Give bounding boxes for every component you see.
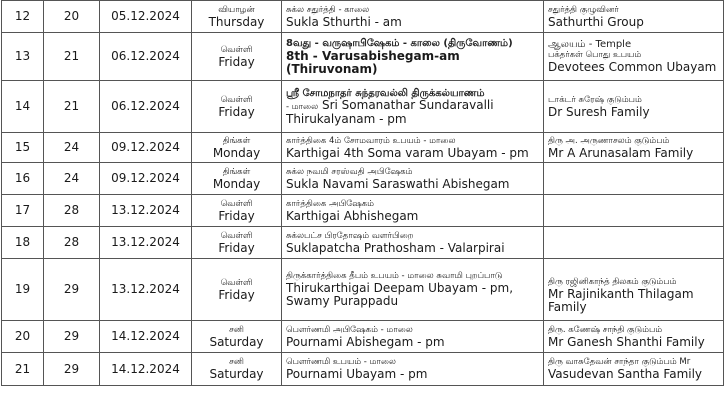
weekday-english: Saturday	[209, 367, 264, 381]
sponsor-cell	[544, 321, 724, 353]
sponsor-cell	[544, 353, 724, 386]
sponsor-tamil: திரு. கணேஷ் சாந்தி குடும்பம்	[548, 324, 663, 335]
event-english: Pournami Ubayam - pm	[286, 367, 428, 381]
event-tamil: கார்த்திகை 4ம் சோமவாரம் உபயம் - மாலை	[286, 135, 456, 146]
table-row	[2, 33, 724, 81]
event-english: Sukla Sthurthi - am	[286, 14, 402, 29]
weekday-english: Friday	[218, 240, 255, 255]
serial-number: 16	[2, 163, 44, 195]
weekday-cell	[192, 321, 282, 353]
sponsor-tamil: டாக்டர் சுரேஷ் குடும்பம்	[548, 94, 642, 105]
event-cell	[282, 195, 544, 227]
event-cell	[282, 133, 544, 163]
serial-number: 21	[2, 353, 44, 386]
event-english-line2: Swamy Purappadu	[286, 294, 399, 308]
event-tamil: கார்த்திகை அபிஷேகம்	[286, 198, 375, 209]
sponsor-english: Devotees Common Ubayam	[548, 60, 717, 74]
event-cell	[282, 1, 544, 33]
serial-number: 19	[2, 259, 44, 321]
sponsor-cell	[544, 163, 724, 195]
weekday-english: Friday	[218, 208, 255, 223]
event-english: 8th - Varusabishegam-am (Thiruvonam)	[286, 48, 460, 76]
sponsor-tamil: திரு வாசுதேவன் சாந்தா குடும்பம் Mr	[548, 357, 691, 367]
event-tamil: பௌர்ணமி உபயம் - மாலை	[286, 357, 396, 367]
event-english: Thirukalyanam - pm	[286, 111, 407, 126]
weekday-tamil: வெள்ளி	[220, 44, 253, 55]
day-number: 28	[44, 227, 100, 259]
event-tamil: ஸ்ரீ சோமநாதர் சுந்தரவல்லி திருக்கல்யாணம்	[286, 87, 485, 99]
weekday-cell	[192, 33, 282, 81]
sponsor-english: Mr Ganesh Shanthi Family	[548, 334, 705, 349]
weekday-tamil: வெள்ளி	[220, 277, 253, 288]
event-english: Sukla Navami Saraswathi Abishegam	[286, 176, 510, 191]
weekday-cell	[192, 353, 282, 386]
weekday-cell	[192, 259, 282, 321]
sponsor-cell	[544, 133, 724, 163]
weekday-tamil: வெள்ளி	[220, 94, 253, 105]
table-row	[2, 133, 724, 163]
event-english: Karthigai Abhishegam	[286, 208, 419, 223]
table-row	[2, 81, 724, 133]
day-number: 29	[44, 321, 100, 353]
sponsor-tamil: திரு ரஜினிகாந்த் திலகம் குடும்பம்	[548, 277, 677, 287]
sponsor-english: Dr Suresh Family	[548, 104, 650, 119]
weekday-cell	[192, 1, 282, 33]
serial-number: 15	[2, 133, 44, 163]
table-row	[2, 259, 724, 321]
sponsor-tamil: சதுர்த்தி குழுவினர்	[548, 4, 619, 15]
sponsor-cell	[544, 227, 724, 259]
day-number: 28	[44, 195, 100, 227]
serial-number: 17	[2, 195, 44, 227]
weekday-english: Monday	[212, 145, 261, 160]
event-tamil: சுக்லபட்ச பிரதோஷம் வளர்பிறை	[286, 230, 414, 241]
serial-number: 13	[2, 33, 44, 81]
event-cell	[282, 353, 544, 386]
sponsor-tamil: பக்தர்கள் பொது உபயம்	[548, 50, 642, 60]
event-english-inline: Sri Somanathar Sundaravalli	[321, 97, 494, 112]
date-cell: 05.12.2024	[100, 1, 192, 33]
event-english: Thirukarthigai Deepam Ubayam - pm,	[286, 281, 514, 295]
weekday-tamil: வெள்ளி	[220, 230, 253, 241]
sponsor-cell	[544, 259, 724, 321]
weekday-english: Monday	[212, 176, 261, 191]
day-number: 21	[44, 33, 100, 81]
event-english: Pournami Abishegam - pm	[286, 334, 445, 349]
table-row	[2, 227, 724, 259]
date-cell: 13.12.2024	[100, 227, 192, 259]
date-cell: 06.12.2024	[100, 81, 192, 133]
event-cell	[282, 33, 544, 81]
event-cell	[282, 321, 544, 353]
weekday-tamil: வியாழன்	[218, 4, 255, 15]
weekday-english: Friday	[218, 54, 255, 69]
event-tamil-suffix: - மாலை	[286, 101, 319, 112]
weekday-tamil: சனி	[229, 324, 244, 335]
weekday-cell	[192, 133, 282, 163]
weekday-cell	[192, 195, 282, 227]
sponsor-english: Sathurthi Group	[548, 14, 644, 29]
serial-number: 18	[2, 227, 44, 259]
weekday-english: Thursday	[208, 14, 265, 29]
sponsor-tamil-line1: ஆலயம் - Temple	[548, 39, 632, 50]
event-cell	[282, 259, 544, 321]
date-cell: 06.12.2024	[100, 33, 192, 81]
event-tamil: திருக்கார்த்திகை தீபம் உபயம் - மாலை சுவாமி புறப்பாடு	[286, 271, 503, 281]
date-cell: 13.12.2024	[100, 259, 192, 321]
weekday-tamil: திங்கள்	[222, 135, 251, 146]
table-row	[2, 163, 724, 195]
sponsor-cell	[544, 81, 724, 133]
weekday-cell	[192, 81, 282, 133]
table-row	[2, 321, 724, 353]
sponsor-cell	[544, 1, 724, 33]
sponsor-cell	[544, 195, 724, 227]
event-cell	[282, 227, 544, 259]
day-number: 29	[44, 259, 100, 321]
date-cell: 09.12.2024	[100, 163, 192, 195]
date-cell: 14.12.2024	[100, 353, 192, 386]
sponsor-cell	[544, 33, 724, 81]
weekday-tamil: வெள்ளி	[220, 198, 253, 209]
event-tamil: பௌர்ணமி அபிஷேகம் - மாலை	[286, 324, 413, 335]
event-english: Suklapatcha Prathosham - Valarpirai	[286, 240, 505, 255]
date-cell: 09.12.2024	[100, 133, 192, 163]
weekday-cell	[192, 227, 282, 259]
event-tamil: சுக்ல நவமி சரஸ்வதி அபிஷேகம்	[286, 166, 413, 177]
weekday-english: Friday	[218, 104, 255, 119]
weekday-tamil: சனி	[229, 357, 244, 367]
event-cell	[282, 163, 544, 195]
event-cell	[282, 81, 544, 133]
event-english: Karthigai 4th Soma varam Ubayam - pm	[286, 145, 529, 160]
date-cell: 14.12.2024	[100, 321, 192, 353]
event-tamil: சுக்ல சதுர்த்தி - காலை	[286, 4, 370, 15]
table-row	[2, 195, 724, 227]
sponsor-english: Vasudevan Santha Family	[548, 367, 703, 381]
date-cell: 13.12.2024	[100, 195, 192, 227]
serial-number: 14	[2, 81, 44, 133]
sponsor-tamil: திரு அ. அருணாசலம் குடும்பம்	[548, 135, 670, 146]
table-row	[2, 1, 724, 33]
day-number: 20	[44, 1, 100, 33]
day-number: 21	[44, 81, 100, 133]
day-number: 24	[44, 133, 100, 163]
day-number: 29	[44, 353, 100, 386]
weekday-english: Friday	[218, 287, 255, 302]
event-tamil: 8வது - வருஷாபிஷேகம் - காலை (திருவோணம்)	[286, 37, 513, 49]
sponsor-english: Mr Rajinikanth Thilagam Family	[548, 287, 694, 314]
sponsor-english: Mr A Arunasalam Family	[548, 145, 694, 160]
festival-schedule-table	[1, 0, 724, 386]
day-number: 24	[44, 163, 100, 195]
weekday-cell	[192, 163, 282, 195]
weekday-tamil: திங்கள்	[222, 166, 251, 177]
serial-number: 20	[2, 321, 44, 353]
table-row	[2, 353, 724, 386]
weekday-english: Saturday	[209, 334, 264, 349]
serial-number: 12	[2, 1, 44, 33]
